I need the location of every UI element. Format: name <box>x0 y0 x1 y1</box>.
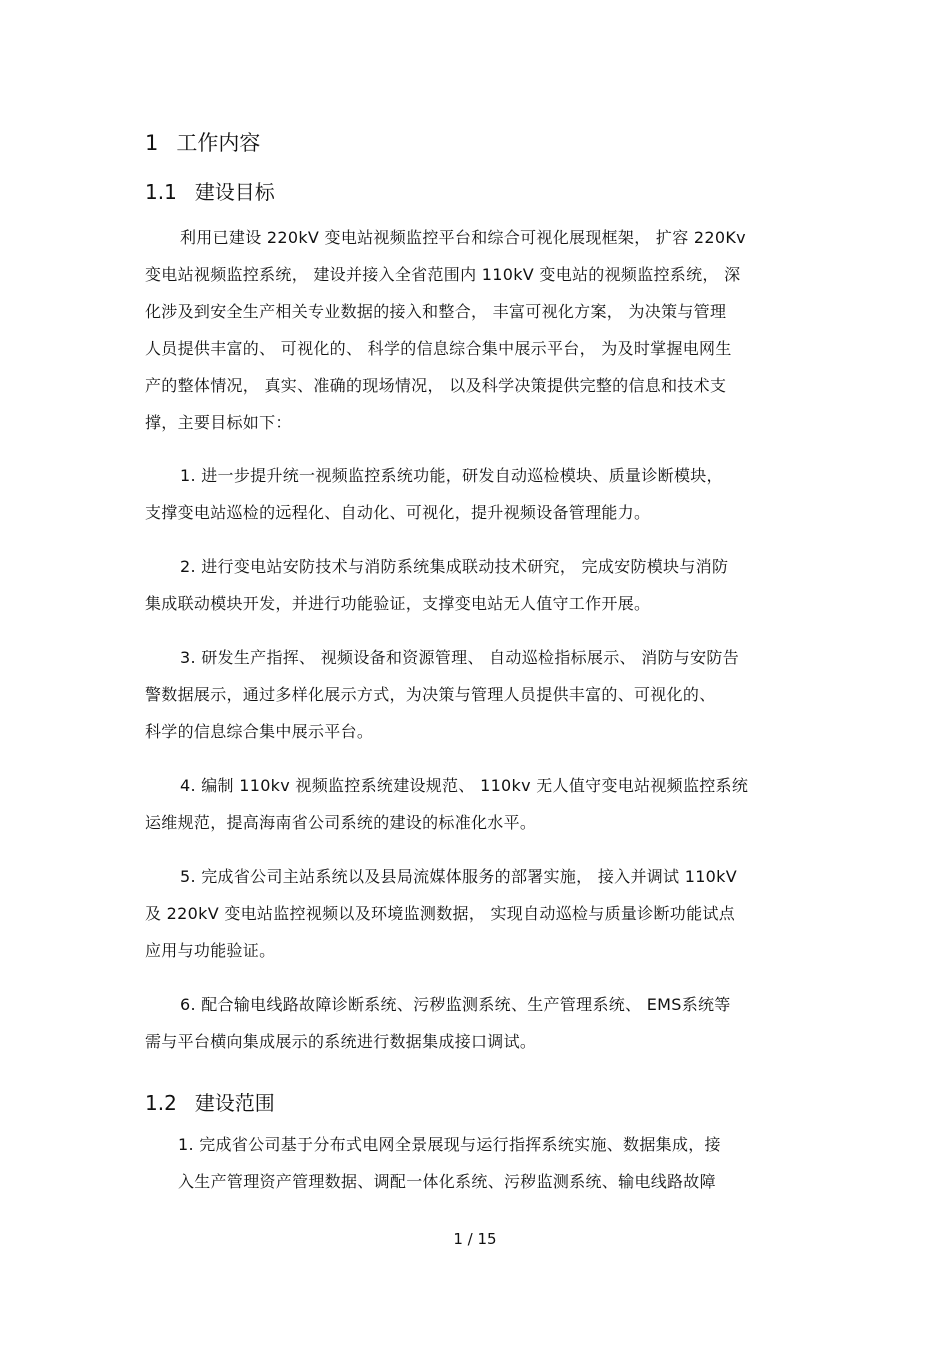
intro-line: 变电站视频监控系统， 建设并接入全省范围内 110kV 变电站的视频监控系统， 深 <box>145 265 741 284</box>
goal-line: 运维规范，提高海南省公司系统的建设的标准化水平。 <box>145 813 537 832</box>
goal-line: 集成联动模块开发，并进行功能验证，支撑变电站无人值守工作开展。 <box>145 594 651 613</box>
section-number: 1.1 <box>145 180 177 204</box>
section-heading-1 <box>145 128 260 158</box>
goal-line: 2. 进行变电站安防技术与消防系统集成联动技术研究， 完成安防模块与消防 <box>180 557 729 576</box>
intro-line: 利用已建设 220kV 变电站视频监控平台和综合可视化展现框架， 扩容 220Kv <box>180 228 746 247</box>
goal-line: 及 220kV 变电站监控视频以及环境监测数据， 实现自动巡检与质量诊断功能试点 <box>145 904 736 923</box>
scope-line: 1. 完成省公司基于分布式电网全景展现与运行指挥系统实施、数据集成，接 <box>178 1135 721 1154</box>
section-number: 1 <box>145 131 159 155</box>
section-title: 建设范围 <box>194 1091 275 1115</box>
goal-line: 警数据展示，通过多样化展示方式，为决策与管理人员提供丰富的、可视化的、 <box>145 685 716 704</box>
section-number: 1.2 <box>145 1091 177 1115</box>
section-title: 工作内容 <box>176 131 261 155</box>
intro-line: 撑，主要目标如下： <box>145 413 292 432</box>
goal-line: 4. 编制 110kv 视频监控系统建设规范、 110kv 无人值守变电站视频监控系统 <box>180 776 749 795</box>
goal-line: 需与平台横向集成展示的系统进行数据集成接口调试。 <box>145 1032 537 1051</box>
goal-line: 5. 完成省公司主站系统以及县局流媒体服务的部署实施， 接入并调试 110kV <box>180 867 737 886</box>
intro-line: 化涉及到安全生产相关专业数据的接入和整合， 丰富可视化方案， 为决策与管理 <box>145 302 727 321</box>
section-heading-1-2 <box>145 1088 275 1118</box>
section-title: 建设目标 <box>194 180 275 204</box>
section-heading-1-1 <box>145 177 275 207</box>
goal-line: 6. 配合输电线路故障诊断系统、污秽监测系统、生产管理系统、 EMS系统等 <box>180 995 731 1014</box>
goal-line: 科学的信息综合集中展示平台。 <box>145 722 374 741</box>
intro-line: 人员提供丰富的、 可视化的、 科学的信息综合集中展示平台， 为及时掌握电网生 <box>145 339 732 358</box>
goal-line: 1. 进一步提升统一视频监控系统功能，研发自动巡检模块、质量诊断模块， <box>180 466 723 485</box>
page-number: 1 / 15 <box>453 1230 497 1248</box>
intro-line: 产的整体情况， 真实、准确的现场情况， 以及科学决策提供完整的信息和技术支 <box>145 376 727 395</box>
goal-line: 应用与功能验证。 <box>145 941 276 960</box>
goal-line: 3. 研发生产指挥、 视频设备和资源管理、 自动巡检指标展示、 消防与安防告 <box>180 648 740 667</box>
scope-line: 入生产管理资产管理数据、调配一体化系统、污秽监测系统、输电线路故障 <box>178 1172 716 1191</box>
goal-line: 支撑变电站巡检的远程化、自动化、可视化，提升视频设备管理能力。 <box>145 503 651 522</box>
